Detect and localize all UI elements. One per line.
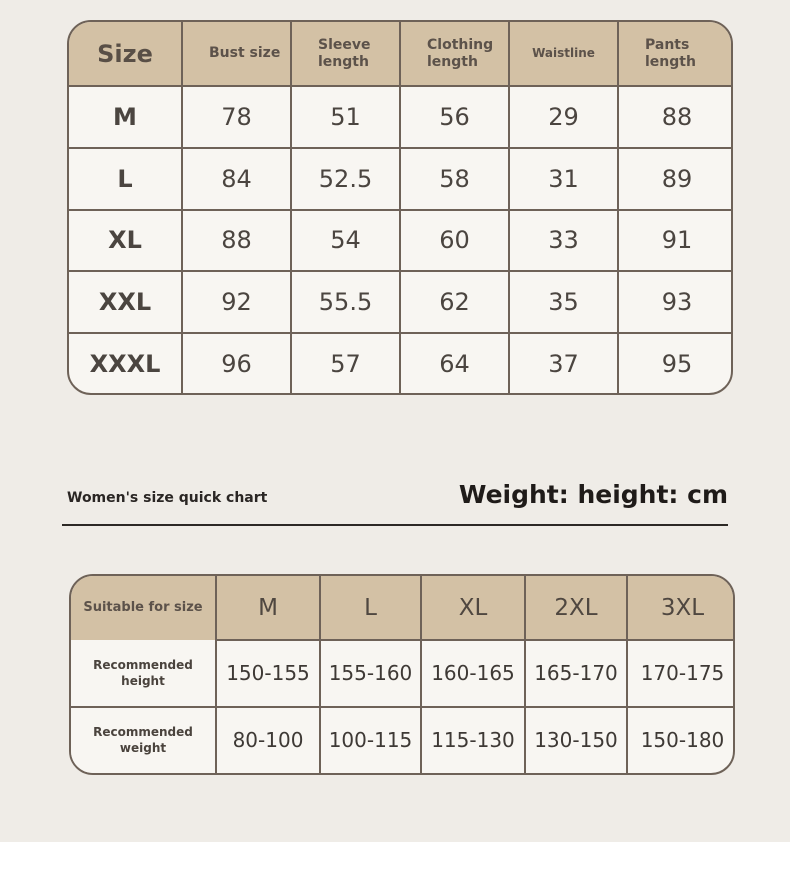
table-row (69, 86, 733, 148)
weight-cell: 80-100 (216, 707, 320, 774)
recommended-height-row (71, 640, 735, 707)
bust-cell: 92 (182, 271, 291, 333)
size-cell: XL (69, 210, 182, 272)
header-pants-length: Pants length (618, 22, 733, 86)
header-suitable-for-size: Suitable for size (71, 576, 216, 640)
size-table (67, 20, 733, 395)
header-clothing-length: Clothing length (400, 22, 509, 86)
header-size-3xl: 3XL (627, 576, 735, 640)
waistline-cell: 37 (509, 333, 618, 393)
sleeve-cell: 54 (291, 210, 400, 272)
table-row (69, 333, 733, 393)
header-size-2xl: 2XL (525, 576, 627, 640)
table-row (69, 148, 733, 210)
waistline-cell: 31 (509, 148, 618, 210)
sleeve-cell: 52.5 (291, 148, 400, 210)
header-sleeve-length: Sleeve length (291, 22, 400, 86)
table-row (69, 210, 733, 272)
section-divider (62, 524, 728, 526)
weight-cell: 100-115 (320, 707, 421, 774)
bust-cell: 78 (182, 86, 291, 148)
weight-cell: 130-150 (525, 707, 627, 774)
row-label-height: Recommended height (71, 640, 216, 707)
clothing-length-cell: 58 (400, 148, 509, 210)
weight-cell: 115-130 (421, 707, 525, 774)
pants-length-cell: 91 (618, 210, 733, 272)
size-cell: M (69, 86, 182, 148)
header-size: Size (69, 22, 182, 86)
sleeve-cell: 55.5 (291, 271, 400, 333)
bust-cell: 88 (182, 210, 291, 272)
height-cell: 155-160 (320, 640, 421, 707)
size-cell: XXXL (69, 333, 182, 393)
bust-cell: 84 (182, 148, 291, 210)
waistline-cell: 29 (509, 86, 618, 148)
height-cell: 160-165 (421, 640, 525, 707)
pants-length-cell: 88 (618, 86, 733, 148)
height-cell: 150-155 (216, 640, 320, 707)
clothing-length-cell: 60 (400, 210, 509, 272)
section-title: Women's size quick chart (67, 490, 268, 506)
waistline-cell: 33 (509, 210, 618, 272)
header-bust-size: Bust size (182, 22, 291, 86)
table-row (69, 271, 733, 333)
pants-length-cell: 89 (618, 148, 733, 210)
weight-cell: 150-180 (627, 707, 735, 774)
recommendation-header-row (71, 576, 735, 640)
recommended-weight-row (71, 707, 735, 774)
size-cell: XXL (69, 271, 182, 333)
height-cell: 170-175 (627, 640, 735, 707)
size-cell: L (69, 148, 182, 210)
clothing-length-cell: 64 (400, 333, 509, 393)
header-size-l: L (320, 576, 421, 640)
recommendation-table (69, 574, 735, 775)
units-title: Weight: height: cm (458, 480, 728, 509)
sleeve-cell: 57 (291, 333, 400, 393)
header-size-xl: XL (421, 576, 525, 640)
row-label-weight: Recommended weight (71, 707, 216, 774)
pants-length-cell: 93 (618, 271, 733, 333)
clothing-length-cell: 56 (400, 86, 509, 148)
header-waistline: Waistline (509, 22, 618, 86)
sleeve-cell: 51 (291, 86, 400, 148)
waistline-cell: 35 (509, 271, 618, 333)
bust-cell: 96 (182, 333, 291, 393)
pants-length-cell: 95 (618, 333, 733, 393)
clothing-length-cell: 62 (400, 271, 509, 333)
bottom-strip (0, 842, 790, 872)
header-size-m: M (216, 576, 320, 640)
size-table-header-row (69, 22, 733, 86)
height-cell: 165-170 (525, 640, 627, 707)
